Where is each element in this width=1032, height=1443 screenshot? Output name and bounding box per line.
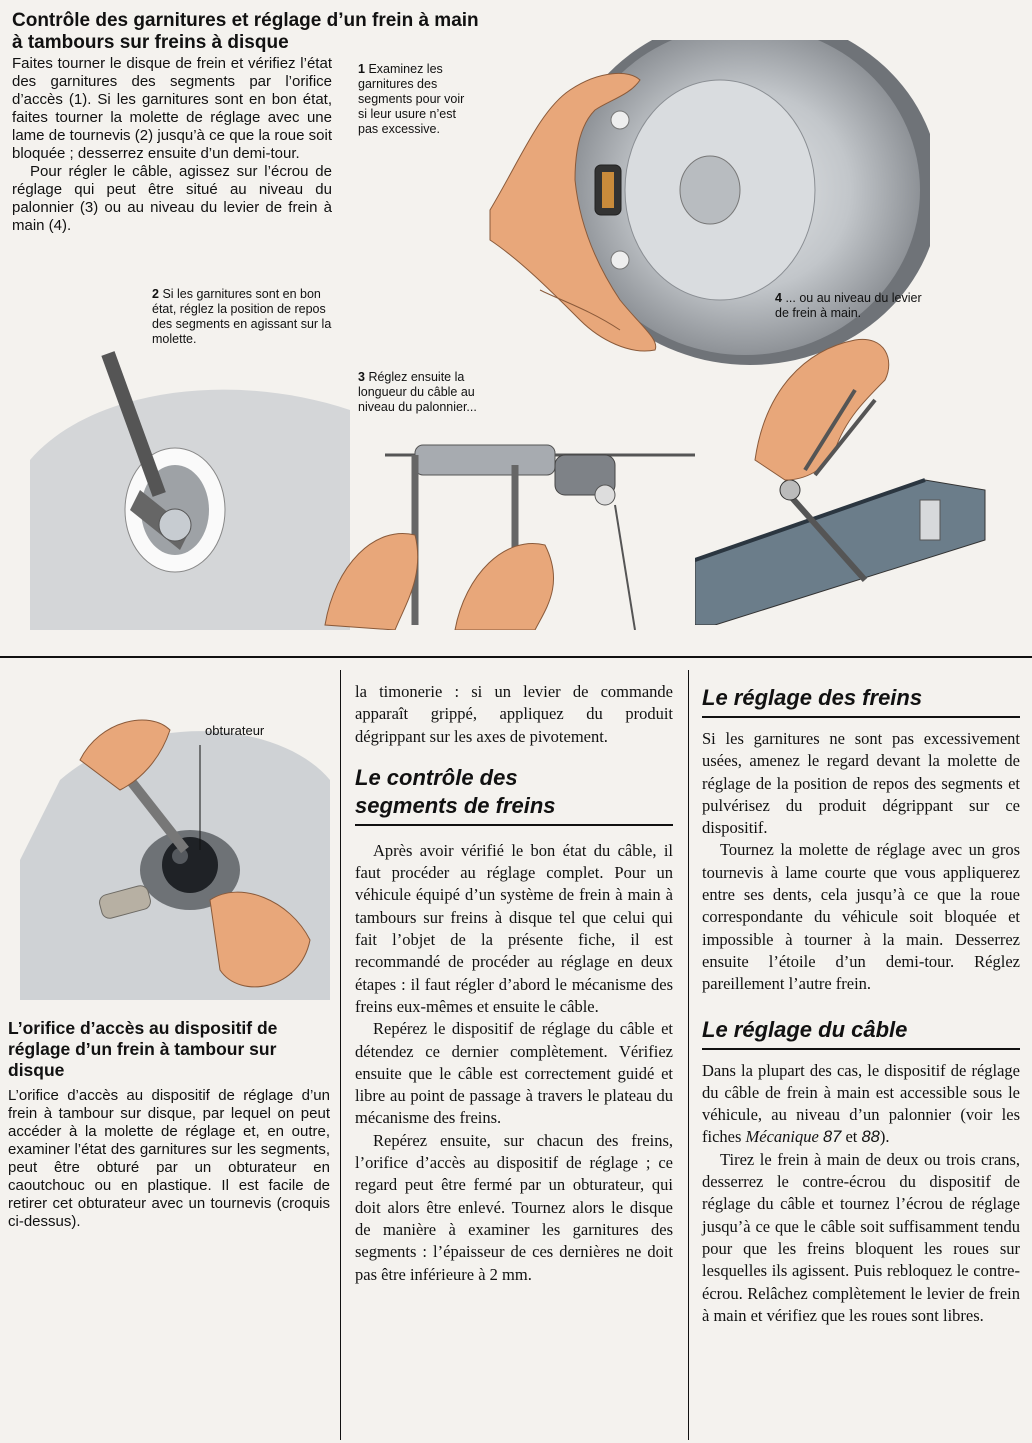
section-title-segments [355,764,673,826]
caption-3 [358,370,508,415]
section-divider [0,656,1032,658]
caption-1-number: 1 [358,62,365,76]
intro-paragraph-1: Faites tourner le disque de frein et vérifiez l’état des garnitures des segments par l’orifice d’accès (1). Si les garnitures sont en bon état, faites tourner la molette de réglage avec une lame de tournevis (2) jusqu’à ce que la roue soit bloquée ; desserrez ensuite d’un demi-tour. [12,55,332,162]
segments-paragraph-1: Après avoir vérifié le bon état du câble, il faut procéder au réglage complet. Pour un véhicule équipé d’un système de frein à main à tambours sur freins à disque tel que celui qui fait l’objet de la présente fiche, il est recommandé de procéder au réglage en deux étapes : il faut régler d’abord le mécanisme des freins eux-mêmes et ensuite le câble. [355,840,673,1016]
left-text: L’orifice d’accès au dispositif de réglage d’un frein à tambour sur disque, par lequel on peut accéder à la molette de réglage et, en outre, examiner l’état des garnitures sur les segments, peut être obturé par un obturateur en caoutchouc ou en plastique. Il est facile de retirer cet obturateur avec un tournevis (croquis ci-dessus). [8,1087,330,1230]
cable-p1-ref-mecanique: Mécanique [745,1127,819,1147]
caption-1 [358,62,468,137]
segments-paragraph-3: Repérez ensuite, sur chacun des freins, l’orifice d’accès au dispositif de réglage ; ce regard peut être fermé par un obturateur, qui doit alors être enlevé. Tournez alors le disque de manière à examiner les garnitures des segments : l’épaisseur de ces dernières ne doit pas être inférieure à 2 mm. [355,1130,673,1284]
column-divider-1 [340,670,341,1440]
illustration-handbrake-lever [695,330,995,625]
caption-3-text: Réglez ensuite la longueur du câble au niveau du palonnier... [358,370,477,414]
cable-p1-ref-87: 87 [822,1128,842,1147]
top-title-line2: à tambours sur freins à disque [12,32,289,53]
left-heading: L’orifice d’accès au dispositif de réglage d’un frein à tambour sur disque [8,1018,278,1080]
caption-4-number: 4 [775,291,782,305]
caption-2-text: Si les garnitures sont en bon état, réglez la position de repos des segments en agissant sur la molette. [152,287,332,346]
section-title-segments-line1: Le contrôle des [355,764,518,790]
cable-paragraph-2: Tirez le frein à main de deux ou trois crans, desserrez le contre-écrou du dispositif de réglage du câble et tournez l’écrou de réglage jusqu’à ce que le câble soit suffisamment tendu pour que les freins bloquent les roues sur lesquelles ils agissent. Puis rebloquez le contre-écrou. Relâchez complètement le levier de frein à main et vérifiez que les roues sont libres. [702,1149,1020,1325]
section-title-cable: Le réglage du câble [702,1016,1020,1050]
intro-paragraph-2: Pour régler le câble, agissez sur l’écrou de réglage qui peut être situé au niveau du palonnier (3) ou au niveau du levier de frein à main (4). [12,163,332,234]
brakes-paragraph-1: Si les garnitures ne sont pas excessivement usées, amenez le regard devant la molette de réglage de la position de repos des segments et pulvérisez du produit dégrippant sur ce dispositif. [702,729,1020,838]
top-title-line1: Contrôle des garnitures et réglage d’un frein à main [12,10,479,31]
middle-continuation: la timonerie : si un levier de commande apparaît grippé, appliquez du produit dégrippant sur les axes de pivotement. [355,682,673,746]
brakes-paragraph-2: Tournez la molette de réglage avec un gros tournevis à lame courte que vous appliquerez entre ses dents, cela jusqu’à ce que la roue correspondante du véhicule soit bloquée et impossible à tourner à la main. Desserrez ensuite l’étoile d’un demi-tour. Réglez pareillement l’autre frein. [702,840,1020,994]
cable-p1-ref-88: 88 [861,1128,880,1147]
column-divider-2 [688,670,689,1440]
section-title-brakes: Le réglage des freins [702,684,1020,718]
caption-2 [152,287,332,347]
cable-p1-end: ). [879,1127,890,1147]
top-intro [12,55,332,235]
illustration-plug-removal [20,700,330,1000]
section-title-segments-line2: segments de freins [355,792,556,818]
illustration-cable-equalizer [315,425,700,630]
cable-p1-text: Dans la plupart des cas, le dispositif de réglage du câble de frein à main est accessible sous le véhicule, au niveau d’un palonnier (voir les fiches [702,1060,1020,1147]
cable-paragraph-1 [702,1060,1020,1149]
caption-1-text: Examinez les garnitures des segments pour voir si leur usure n’est pas excessive. [358,62,465,136]
middle-column [355,681,673,1286]
caption-2-number: 2 [152,287,159,301]
caption-4-text: ... ou au niveau du levier de frein à main. [775,291,922,320]
segments-paragraph-2: Repérez le dispositif de réglage du câble et détendez ce dernier complètement. Vérifiez ensuite que le câble est correctement guidé et libre au point de passage à travers le plateau du mécanisme des freins. [355,1019,673,1128]
label-obturateur: obturateur [205,723,265,738]
caption-3-number: 3 [358,370,365,384]
right-column [702,684,1020,1327]
illustration-adjuster-wheel [30,340,350,630]
caption-4 [775,291,925,321]
cable-p1-and: et [845,1127,858,1147]
